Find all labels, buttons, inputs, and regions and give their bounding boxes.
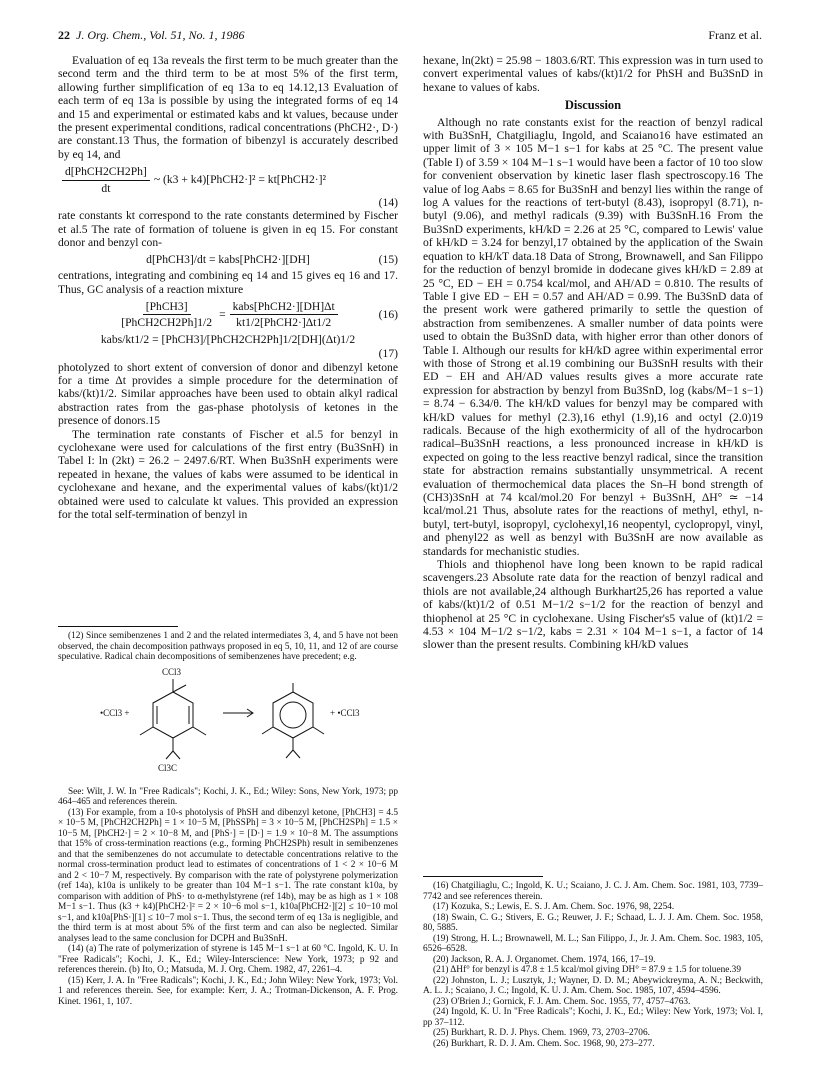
- equation-fraction: [118, 300, 215, 330]
- paragraph: The termination rate constants of Fischer et al.5 for benzyl in cyclohexane were used for calculations of the first entry (Bu3SnH) in Tabel I: ln (2kt) = 26.2 − 2497.6/RT. When Bu3SnH experiments were repeated in hexane, the values of kabs were assumed to be identical in cyclohexane and hexane, and the experimental values of kabs/(kt)1/2 obtained were used to calculate kt values. This provided an expression for the total self-termination of benzyl in: [58, 427, 398, 521]
- footnote-14: (14) (a) The rate of polymerization of styrene is 145 M−1 s−1 at 60 °C. Ingold, K. U. In "Free Radicals"; Kochi, J. K., Ed.; Wiley-Interscience: New York, 1973; p 92 and references therein. (b) Ito, O.; Matsuda, M. J. Org. Chem. 1982, 47, 2261–4.: [58, 944, 398, 975]
- footnote-19: (19) Strong, H. L.; Brownawell, M. L.; San Filippo, J., Jr. J. Am. Chem. Soc. 1983, 105, 6526–6528.: [423, 933, 763, 954]
- journal-citation: J. Org. Chem., Vol. 51, No. 1, 1986: [76, 28, 245, 42]
- footnotes-right: [423, 876, 763, 1049]
- equals-sign: =: [219, 308, 226, 322]
- paragraph: photolyzed to short extent of conversion of donor and dibenzyl ketone for a time Δt provides a simple procedure for the determination of kabs/(kt)1/2. Similar approaches have been used to obtain alkyl radical abstraction rates from the gas-phase photolysis of ketones in the presence of donors.15: [58, 360, 398, 428]
- equation-rhs: ~ (k3 + k4)[PhCH2·]² = kt[PhCH2·]²: [153, 173, 327, 187]
- footnote-20: (20) Jackson, R. A. J. Organomet. Chem. 1974, 166, 17–19.: [433, 954, 656, 965]
- equation-number: (14): [378, 196, 398, 210]
- footnote-rule: [58, 626, 178, 627]
- scheme-label: + •CCl3: [330, 707, 360, 718]
- equation-number: (17): [378, 347, 398, 361]
- equation-fraction: [230, 300, 338, 330]
- equation-14: [58, 165, 398, 195]
- section-heading: Discussion: [564, 98, 622, 113]
- footnotes-left: [58, 626, 398, 1007]
- footnote-18: (18) Swain, C. G.; Stivers, E. G.; Reuwer, J. F.; Schaad, L. J. J. Am. Chem. Soc. 1958, 80, 5885.: [423, 912, 763, 933]
- footnote-22: (22) Johnston, L. J.; Lusztyk, J.; Wayner, D. D. M.; Abeywickreyma, A. N.; Beckwith, A. L. J.; Scaiano, J. C.; Ingold, K. U. J. Am. Chem. Soc. 1985, 107, 4594–4596.: [423, 975, 763, 996]
- equation-body: kabs/kt1/2 = [PhCH3]/[PhCH2CH2Ph]1/2[DH](Δt)1/2: [100, 332, 356, 346]
- scheme-label: CCl3: [162, 666, 182, 677]
- equation-15: [58, 253, 398, 266]
- scheme-label: Cl3C: [158, 762, 178, 773]
- fraction-denominator: dt: [101, 181, 111, 195]
- footnote-rule: [423, 876, 543, 877]
- equation-17: [58, 333, 398, 346]
- footnote-24: (24) Ingold, K. U. In "Free Radicals"; Kochi, J. K., Ed.; Wiley: New York, 1973; Vol. I, pp 37–112.: [423, 1007, 763, 1028]
- page-number: 22: [58, 28, 70, 42]
- aromatic-ring: [273, 692, 313, 738]
- footnote-12: (12) Since semibenzenes 1 and 2 and the related intermediates 3, 4, and 5 have not been observed, the chain decomposition pathways proposed in eq 5, 10, 11, and 12 of are course speculative. Radical chain decompositions of semibenzenes have precedent; e.g.: [58, 631, 398, 662]
- equation-number: (16): [378, 308, 398, 322]
- right-column: [423, 54, 763, 652]
- paragraph: hexane, ln(2kt) = 25.98 − 1803.6/RT. This expression was in turn used to convert experimental values of kabs/(kt)1/2 for PhSH and Bu3SnD in hexane to values of kabs.: [423, 54, 763, 94]
- footnote-21: (21) ΔHf° for benzyl is 47.8 ± 1.5 kcal/mol giving DH° = 87.9 ± 1.5 for toluene.39: [433, 965, 741, 975]
- radical-chain-scheme: [58, 665, 398, 783]
- author-running-head: Franz et al.: [708, 28, 762, 42]
- equation-16: [58, 300, 398, 330]
- paragraph: Evaluation of eq 13a reveals the first term to be much greater than the second term and the third term to be at most 5% of the first term, allowing further simplification of eq 13a to eq 14.12,13 Evaluation of each term of eq 13a is possible by using the integrated forms of eq 14 and 15 and experimental or estimated kabs and kt values, because under the present experimental conditions, radical concentrations (PhCH2·, D·) are constant.13 Thus, the formation of bibenzyl is accurately described by eq 14, and: [58, 54, 398, 161]
- paragraph: centrations, integrating and combining eq 14 and 15 gives eq 16 and 17. Thus, GC analysis of a reaction mixture: [58, 269, 398, 296]
- fraction-denominator: [PhCH2CH2Ph]1/2: [121, 316, 213, 330]
- left-column: [58, 54, 398, 521]
- paragraph: Although no rate constants exist for the reaction of benzyl radical with Bu3SnH, Chatgiliaglu, Ingold, and Scaiano16 have estimated an upper limit of 3 × 105 M−1 s−1 for kabs at 25 °C. The present value (Table I) of 3.59 × 104 M−1 s−1 would have been a factor of 10 too slow for convenient observation by kinetic laser flash spectroscopy.16 The value of log Aabs = 8.65 for Bu3SnH and benzyl lies within the range of log A values for the reactions of tert-butyl (8.43), isopropyl (8.71), n-butyl (9.06), and methyl radicals (9.39) with Bu3SnH.16 From the Bu3SnD experiments, kH/kD = 2.26 at 25 °C, compared to Lewis' value of kH/kD = 3.24 for benzyl,17 obtained by the application of the Swain equation to kH/kT data.18 Data of Strong, Brownawell, and San Filippo for the reduction of benzyl bromide in dodecane gives kH/kD = 2.89 at 25 °C, ED − EH = 0.754 kcal/mol, and AH/AD = 0.810. The results of Table I give ED − EH = 0.57 and AH/AD = 0.99. The Bu3SnD data of the present work were gathered primarily to settle the question of abstraction from semibenzenes. A smaller number of data points were used to obtain the Bu3SnD data, with higher error than other donors of Table I. Although our results for kH/kD agree within experimental error with those of Strong et al.19 combining our Bu3SnH results with their ED − EH and AH/AD values results gives a more accurate rate expression for abstraction by benzyl from Bu3SnD, log (kabs/M−1 s−1) = 8.74 − 6.34/θ. The kH/kD values for benzyl may be compared with kH/kD values for methyl (2.3),16 ethyl (1.9),16 and octyl (2.0)19 radicals. Because of the high exothermicity of all of the hydrocarbon radical–Bu3SnH reactions, a less pronounced increase in kH/kD is expected on going to the less reactive benzyl radical, since the transition state for abstraction remains substantially unsymmetrical. A recent evaluation of thermochemical data places the Sn–H bond strength of (CH3)3SnH at 74 kcal/mol.20 For benzyl + Bu3SnH, ΔH° ≃ −14 kcal/mol.21 Thus, absolute rates for the reactions of methyl, ethyl, n-butyl, tert-butyl, isopropyl, cyclohexyl,16 neopentyl, cyclopropyl, vinyl, and phenyl22 as well as benzyl with Bu3SnH are now available as standards for mechanistic studies.: [423, 115, 763, 558]
- footnote-25: (25) Burkhart, R. D. J. Phys. Chem. 1969, 73, 2703–2706.: [433, 1028, 650, 1038]
- page-header: [58, 28, 762, 44]
- fraction-numerator: kabs[PhCH2·][DH]Δt: [230, 300, 338, 315]
- paragraph: Thiols and thiophenol have long been known to be rapid radical scavengers.23 Absolute rate data for the reaction of benzyl radical and thiols are not available,24 although Burkhart25,26 has reported a value of kabs/(kt)1/2 of 0.51 M−1/2 s−1/2 for the reaction of benzyl and thiophenol at 25 °C in cyclohexane. Using Fischer's5 value of (kt)1/2 = 4.53 × 104 M−1/2 s−1/2, kabs = 2.31 × 104 M−1 s−1, a factor of 14 slower than the present results. Combining kH/kD values: [423, 558, 763, 652]
- fraction-denominator: kt1/2[PhCH2·]Δt1/2: [236, 316, 332, 330]
- footnote-15: (15) Kerr, J. A. In "Free Radicals"; Kochi, J. K., Ed.; John Wiley: New York, 1973; Vol. 1 and references therein. See, for example: Kerr, J. A.; Trotman-Dickenson, A. F. Prog. Kinet. 1961, 1, 107.: [58, 975, 398, 1007]
- fraction-numerator: [PhCH3]: [143, 300, 191, 315]
- paragraph: rate constants kt correspond to the rate constants determined by Fischer et al.5 The rate of formation of toluene is given in eq 15. For constant donor and benzyl con-: [58, 209, 398, 250]
- footnote-17: (17) Kozuka, S.; Lewis, E. S. J. Am. Chem. Soc. 1976, 98, 2254.: [433, 902, 675, 912]
- footnote-23: (23) O'Brien J.; Gornick, F. J. Am. Chem. Soc. 1955, 77, 4757–4763.: [433, 996, 691, 1007]
- semibenzene-ring: [153, 692, 193, 738]
- equation-fraction: [62, 165, 150, 195]
- running-head: [58, 28, 245, 43]
- equation-body: d[PhCH3]/dt = kabs[PhCH2·][DH]: [146, 252, 310, 266]
- footnote-16: (16) Chatgiliaglu, C.; Ingold, K. U.; Scaiano, J. C. J. Am. Chem. Soc. 1981, 103, 7739–7742 and see references therein.: [423, 881, 763, 902]
- fraction-numerator: d[PhCH2CH2Ph]: [62, 165, 150, 180]
- footnote-text: See: Wilt, J. W. In "Free Radicals"; Kochi, J. K., Ed.; Wiley: Sons, New York, 1973; pp 464–465 and references therein.: [58, 786, 398, 807]
- equation-number: (15): [378, 252, 398, 266]
- footnote-26: (26) Burkhart, R. D. J. Am. Chem. Soc. 1968, 90, 273–277.: [433, 1038, 655, 1049]
- scheme-drawing: [58, 665, 398, 783]
- footnote-13: (13) For example, from a 10-s photolysis of PhSH and dibenzyl ketone, [PhCH3] = 4.5 × 10−5 M, [PhCH2CH2Ph] = 1 × 10−5 M, [PhSSPh] = 3 × 10−5 M, [PhCH2SPh] = 1.5 × 10−5 M, [PhCH2·] = 2 × 10−8 M, and [PhS·] = [D·] = 1.9 × 10−8 M. The assumptions that 15% of cross-termination reactions (e.g., forming PhCH2SPh) result in semibenzenes and that the semibenzenes do not accumulate to detectable concentrations relative to the normal cross-termination product lead to estimates of concentrations of 1 < 2 × 10−6 M and 2 < 10−7 M, respectively. By comparison with the rate of polystyrene polymerization (ref 14a), k10a is unlikely to be greater than 104 M−1 s−1. The rate constant k10a, by comparison with addition of PhS· to α-methylstyrene (ref 14b), may be as high as 1 × 108 M−1 s−1. Thus (k3 + k4)[PhCH2·]² = 2 × 10−6 mol s−1, k10a[PhCH2·][2] ≤ 10−10 mol s−1, and k10a[PhS·][1] ≤ 10−7 mol s−1. Thus, the second term of eq 13a is negligible, and the third term is at most about 5% of the first term and can also be neglected. Similar analyses lead to the same conclusion for DCPH and Bu3SnH.: [58, 807, 398, 944]
- scheme-label: •CCl3 +: [100, 707, 130, 718]
